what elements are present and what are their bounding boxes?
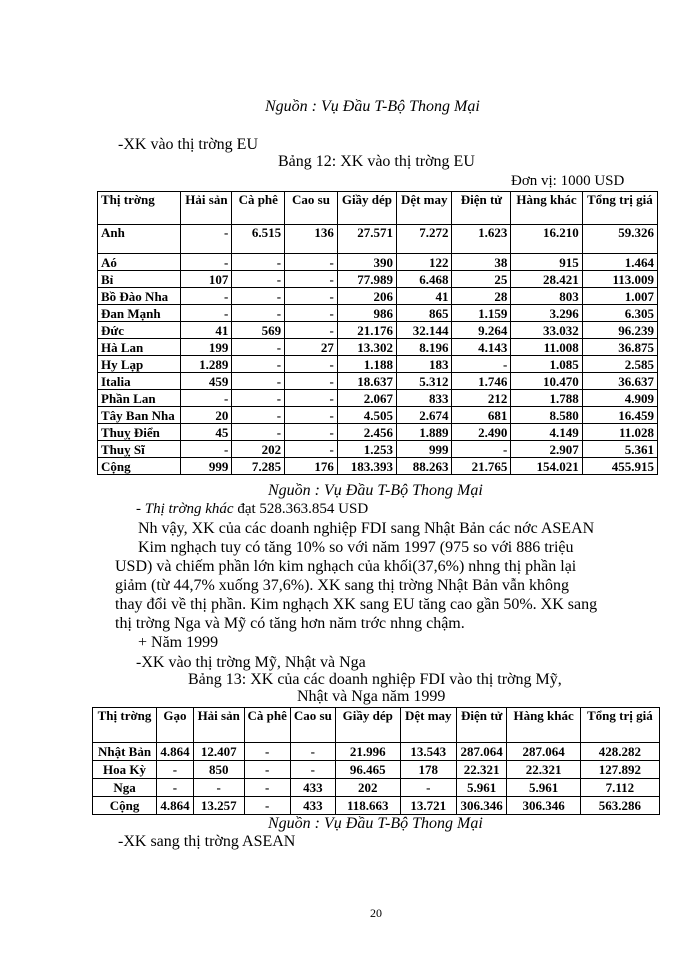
value-cell: 1.188 — [337, 356, 396, 373]
row-label-cell: Cộng — [93, 797, 157, 815]
value-cell: 199 — [181, 339, 232, 356]
value-cell: 16.210 — [511, 225, 582, 254]
value-cell: 2.456 — [337, 424, 396, 441]
table12-row — [98, 407, 658, 424]
column-header: Tổng trị giá — [582, 192, 657, 225]
value-cell: 2.585 — [582, 356, 657, 373]
value-cell: 850 — [193, 761, 244, 779]
other-markets-line — [136, 500, 368, 518]
value-cell: - — [400, 779, 456, 797]
value-cell: 8.196 — [397, 339, 452, 356]
value-cell: 11.008 — [511, 339, 582, 356]
table13-caption-line1: Bảng 13: XK của các doanh nghiệp FDI vào thị trờng Mỹ, — [188, 671, 562, 688]
table12-row — [98, 424, 658, 441]
value-cell: 1.289 — [181, 356, 232, 373]
paragraph-line: USD) và chiếm phần lớn kim nghạch của khối(37,6%) nhng thị phần lại — [115, 558, 577, 575]
row-label-cell: Cộng — [98, 458, 181, 475]
value-cell: 33.032 — [511, 322, 582, 339]
value-cell: 999 — [181, 458, 232, 475]
value-cell: 287.064 — [456, 743, 507, 761]
value-cell: 1.007 — [582, 288, 657, 305]
table12-source: Nguồn : Vụ Đầu T-Bộ Thong Mại — [268, 482, 483, 499]
value-cell: 4.909 — [582, 390, 657, 407]
value-cell: 38 — [452, 254, 511, 271]
value-cell: 96.239 — [582, 322, 657, 339]
value-cell: 6.305 — [582, 305, 657, 322]
value-cell: 8.580 — [511, 407, 582, 424]
value-cell: - — [285, 441, 338, 458]
value-cell: - — [232, 288, 285, 305]
value-cell: 2.490 — [452, 424, 511, 441]
table13 — [92, 707, 660, 815]
paragraph-line: Nh vậy, XK của các doanh nghiệp FDI sang Nhật Bản các nớc ASEAN — [138, 520, 595, 537]
value-cell: 5.961 — [456, 779, 507, 797]
value-cell: - — [285, 407, 338, 424]
table13-header-row — [93, 708, 660, 743]
value-cell: 154.021 — [511, 458, 582, 475]
value-cell: 36.875 — [582, 339, 657, 356]
value-cell: - — [285, 373, 338, 390]
column-header: Hải sản — [193, 708, 244, 743]
value-cell: - — [232, 390, 285, 407]
column-header: Hàng khác — [507, 708, 580, 743]
value-cell: 1.159 — [452, 305, 511, 322]
value-cell: - — [244, 761, 290, 779]
value-cell: 113.009 — [582, 271, 657, 288]
column-header: Cà phê — [232, 192, 285, 225]
value-cell: 306.346 — [507, 797, 580, 815]
value-cell: 5.961 — [507, 779, 580, 797]
other-markets-value: đạt 528.363.854 USD — [233, 501, 369, 517]
column-header: Thị trờng — [98, 192, 181, 225]
value-cell: 4.143 — [452, 339, 511, 356]
column-header: Dệt may — [400, 708, 456, 743]
value-cell: 202 — [335, 779, 400, 797]
value-cell: - — [181, 305, 232, 322]
row-label-cell: Thuỵ Điển — [98, 424, 181, 441]
table12-unit: Đơn vị: 1000 USD — [511, 173, 625, 189]
row-label-cell: Aó — [98, 254, 181, 271]
value-cell: - — [232, 356, 285, 373]
paragraph-line: giảm (từ 44,7% xuống 37,6%). XK sang thị trờng Nhật Bản vẫn không — [115, 577, 569, 594]
value-cell: 999 — [397, 441, 452, 458]
asean-heading: -XK sang thị trờng ASEAN — [118, 833, 296, 850]
value-cell: - — [290, 743, 335, 761]
table12-row — [98, 373, 658, 390]
value-cell: 7.272 — [397, 225, 452, 254]
value-cell: 13.302 — [337, 339, 396, 356]
value-cell: 433 — [290, 797, 335, 815]
value-cell: 4.505 — [337, 407, 396, 424]
value-cell: - — [285, 271, 338, 288]
table12-row — [98, 288, 658, 305]
value-cell: 10.470 — [511, 373, 582, 390]
table12-row — [98, 322, 658, 339]
table12-row — [98, 225, 658, 254]
paragraph-line: thay đổi về thị phần. Kim nghạch XK sang EU tăng cao gần 50%. XK sang — [115, 596, 598, 613]
value-cell: 4.149 — [511, 424, 582, 441]
value-cell: 455.915 — [582, 458, 657, 475]
value-cell: 681 — [452, 407, 511, 424]
value-cell: - — [181, 254, 232, 271]
value-cell: 178 — [400, 761, 456, 779]
value-cell: 136 — [285, 225, 338, 254]
value-cell: - — [232, 305, 285, 322]
value-cell: 212 — [452, 390, 511, 407]
column-header: Cao su — [290, 708, 335, 743]
row-label-cell: Nhật Bản — [93, 743, 157, 761]
value-cell: - — [285, 424, 338, 441]
value-cell: 569 — [232, 322, 285, 339]
value-cell: 7.285 — [232, 458, 285, 475]
table12-row — [98, 271, 658, 288]
value-cell: 45 — [181, 424, 232, 441]
value-cell: 16.459 — [582, 407, 657, 424]
value-cell: 2.907 — [511, 441, 582, 458]
column-header: Thị trờng — [93, 708, 157, 743]
value-cell: 176 — [285, 458, 338, 475]
value-cell: 1.746 — [452, 373, 511, 390]
row-label-cell: Anh — [98, 225, 181, 254]
column-header: Hàng khác — [511, 192, 582, 225]
value-cell: - — [285, 322, 338, 339]
value-cell: 433 — [290, 779, 335, 797]
value-cell: 12.407 — [193, 743, 244, 761]
value-cell: 6.515 — [232, 225, 285, 254]
table13-row — [93, 779, 660, 797]
column-header: Gạo — [157, 708, 194, 743]
value-cell: 1.788 — [511, 390, 582, 407]
value-cell: 4.864 — [157, 797, 194, 815]
column-header: Giầy dép — [337, 192, 396, 225]
row-label-cell: Đan Mạnh — [98, 305, 181, 322]
value-cell: 21.176 — [337, 322, 396, 339]
table13-row — [93, 743, 660, 761]
value-cell: - — [285, 356, 338, 373]
value-cell: 6.468 — [397, 271, 452, 288]
value-cell: 59.326 — [582, 225, 657, 254]
row-label-cell: Bỉ — [98, 271, 181, 288]
value-cell: 21.996 — [335, 743, 400, 761]
table12-caption: Bảng 12: XK vào thị trờng EU — [278, 153, 475, 170]
row-label-cell: Thuỵ Sĩ — [98, 441, 181, 458]
value-cell: - — [244, 779, 290, 797]
value-cell: - — [244, 797, 290, 815]
value-cell: 428.282 — [580, 743, 659, 761]
value-cell: 118.663 — [335, 797, 400, 815]
value-cell: 5.361 — [582, 441, 657, 458]
value-cell: - — [285, 305, 338, 322]
row-label-cell: Hoa Kỳ — [93, 761, 157, 779]
eu-section-heading: -XK vào thị trờng EU — [118, 136, 258, 153]
row-label-cell: Tây Ban Nha — [98, 407, 181, 424]
table12-row — [98, 339, 658, 356]
value-cell: - — [285, 390, 338, 407]
paragraph-line: thị trờng Nga và Mỹ có tăng hơn năm trớc nhng chậm. — [115, 615, 465, 632]
table12 — [97, 191, 658, 475]
value-cell: 77.989 — [337, 271, 396, 288]
table12-header-row — [98, 192, 658, 225]
value-cell: 22.321 — [507, 761, 580, 779]
row-label-cell: Italia — [98, 373, 181, 390]
column-header: Tổng trị giá — [580, 708, 659, 743]
value-cell: - — [232, 373, 285, 390]
value-cell: - — [232, 424, 285, 441]
value-cell: 107 — [181, 271, 232, 288]
page-number: 20 — [370, 906, 382, 920]
value-cell: 1.253 — [337, 441, 396, 458]
value-cell: 390 — [337, 254, 396, 271]
value-cell: 96.465 — [335, 761, 400, 779]
value-cell: 1.889 — [397, 424, 452, 441]
value-cell: 127.892 — [580, 761, 659, 779]
table12-row — [98, 441, 658, 458]
value-cell: 287.064 — [507, 743, 580, 761]
table13-caption-line2: Nhật và Nga năm 1999 — [297, 688, 446, 705]
column-header: Cao su — [285, 192, 338, 225]
value-cell: 27.571 — [337, 225, 396, 254]
row-label-cell: Phần Lan — [98, 390, 181, 407]
value-cell: 803 — [511, 288, 582, 305]
value-cell: 1.085 — [511, 356, 582, 373]
value-cell: - — [181, 441, 232, 458]
value-cell: - — [232, 271, 285, 288]
value-cell: - — [232, 339, 285, 356]
value-cell: 22.321 — [456, 761, 507, 779]
table12-total-row — [98, 458, 658, 475]
table13-source: Nguồn : Vụ Đầu T-Bộ Thong Mại — [268, 815, 483, 832]
us-japan-russia-heading: -XK vào thị trờng Mỹ, Nhật và Nga — [136, 654, 366, 671]
value-cell: - — [157, 761, 194, 779]
row-label-cell: Bồ Đào Nha — [98, 288, 181, 305]
value-cell: 915 — [511, 254, 582, 271]
value-cell: 202 — [232, 441, 285, 458]
value-cell: 20 — [181, 407, 232, 424]
value-cell: 25 — [452, 271, 511, 288]
row-label-cell: Đức — [98, 322, 181, 339]
source-note-top: Nguồn : Vụ Đầu T-Bộ Thong Mại — [265, 98, 480, 115]
value-cell: - — [290, 761, 335, 779]
value-cell: 833 — [397, 390, 452, 407]
column-header: Giầy dép — [335, 708, 400, 743]
value-cell: 1.623 — [452, 225, 511, 254]
value-cell: - — [285, 288, 338, 305]
value-cell: 986 — [337, 305, 396, 322]
value-cell: 459 — [181, 373, 232, 390]
value-cell: 306.346 — [456, 797, 507, 815]
body-paragraph — [115, 519, 635, 633]
column-header: Cà phê — [244, 708, 290, 743]
value-cell: 563.286 — [580, 797, 659, 815]
value-cell: 2.067 — [337, 390, 396, 407]
value-cell: 28.421 — [511, 271, 582, 288]
value-cell: 3.296 — [511, 305, 582, 322]
value-cell: 36.637 — [582, 373, 657, 390]
row-label-cell: Nga — [93, 779, 157, 797]
table13-row — [93, 761, 660, 779]
value-cell: 2.674 — [397, 407, 452, 424]
value-cell: 41 — [397, 288, 452, 305]
value-cell: - — [157, 779, 194, 797]
value-cell: 206 — [337, 288, 396, 305]
value-cell: 88.263 — [397, 458, 452, 475]
value-cell: - — [193, 779, 244, 797]
value-cell: 27 — [285, 339, 338, 356]
value-cell: 7.112 — [580, 779, 659, 797]
value-cell: 183.393 — [337, 458, 396, 475]
value-cell: 9.264 — [452, 322, 511, 339]
value-cell: 122 — [397, 254, 452, 271]
value-cell: - — [285, 254, 338, 271]
table12-row — [98, 305, 658, 322]
other-markets-label: - Thị trờng khác — [136, 501, 234, 517]
column-header: Hải sản — [181, 192, 232, 225]
value-cell: 32.144 — [397, 322, 452, 339]
paragraph-line: Kim nghạch tuy có tăng 10% so với năm 1997 (975 so với 886 triệu — [138, 539, 574, 556]
table13-total-row — [93, 797, 660, 815]
column-header: Dệt may — [397, 192, 452, 225]
value-cell: - — [244, 743, 290, 761]
table12-row — [98, 254, 658, 271]
value-cell: - — [181, 390, 232, 407]
value-cell: - — [181, 288, 232, 305]
row-label-cell: Hy Lạp — [98, 356, 181, 373]
value-cell: - — [452, 356, 511, 373]
row-label-cell: Hà Lan — [98, 339, 181, 356]
value-cell: - — [452, 441, 511, 458]
table12-row — [98, 356, 658, 373]
value-cell: - — [232, 407, 285, 424]
value-cell: - — [232, 254, 285, 271]
value-cell: - — [181, 225, 232, 254]
value-cell: 13.721 — [400, 797, 456, 815]
value-cell: 18.637 — [337, 373, 396, 390]
value-cell: 183 — [397, 356, 452, 373]
value-cell: 21.765 — [452, 458, 511, 475]
value-cell: 41 — [181, 322, 232, 339]
column-header: Điện tử — [456, 708, 507, 743]
value-cell: 11.028 — [582, 424, 657, 441]
year-heading: + Năm 1999 — [138, 634, 219, 651]
value-cell: 13.257 — [193, 797, 244, 815]
column-header: Điện tử — [452, 192, 511, 225]
value-cell: 4.864 — [157, 743, 194, 761]
value-cell: 28 — [452, 288, 511, 305]
value-cell: 865 — [397, 305, 452, 322]
value-cell: 1.464 — [582, 254, 657, 271]
value-cell: 13.543 — [400, 743, 456, 761]
table12-row — [98, 390, 658, 407]
value-cell: 5.312 — [397, 373, 452, 390]
